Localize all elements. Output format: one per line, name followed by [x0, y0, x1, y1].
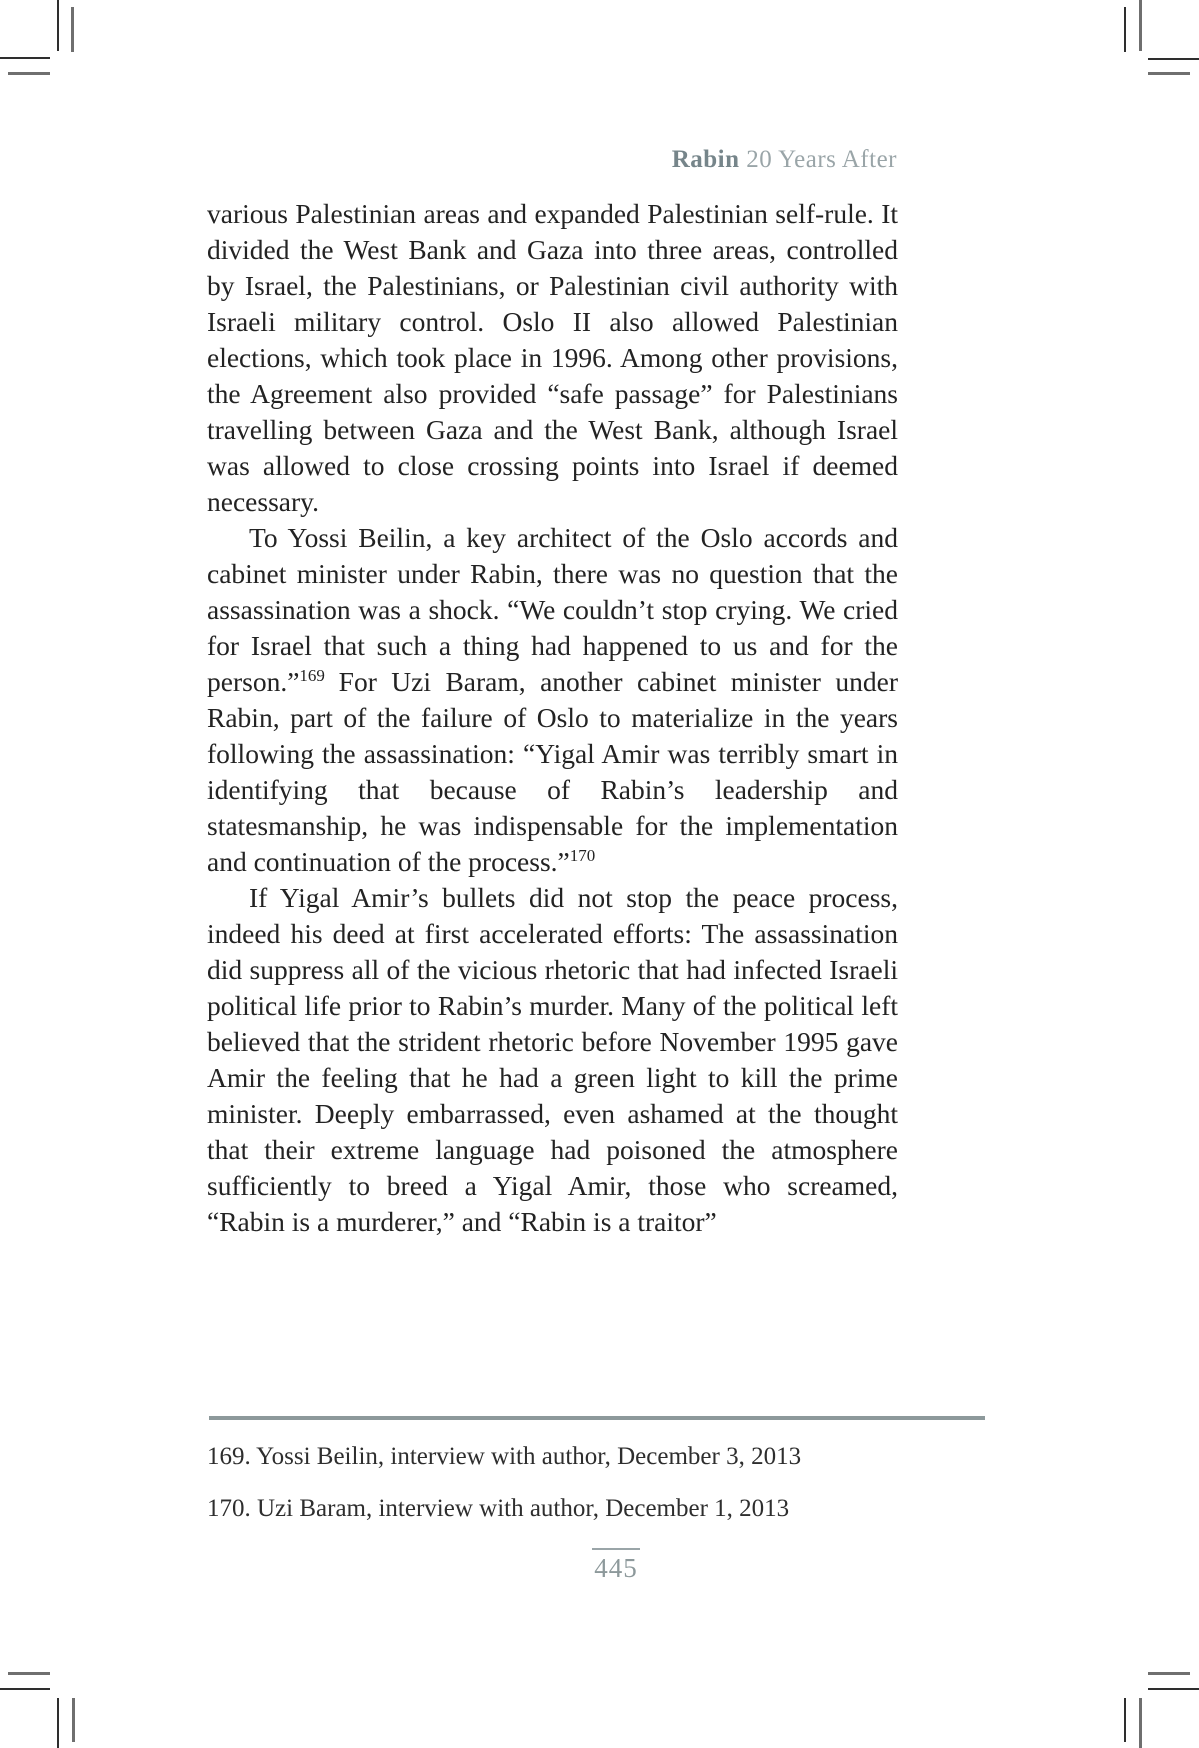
- footnote-item: 170. Uzi Baram, interview with author, December 1, 2013: [207, 1495, 790, 1522]
- body-paragraph: various Palestinian areas and expanded Palestinian self-rule. It divided the West Bank and Gaza into three areas, controlled by Israel, the Palestinians, or Palestinian civil authority with Israeli military control. Oslo II also allowed Palestinian elections, which took place in 1996. Among other provisions, the Agreement also provided “safe passage” for Palestinians travelling between Gaza and the West Bank, although Israel was allowed to close crossing points into Israel if deemed necessary.: [207, 198, 898, 517]
- crop-mark-bottom-left-vertical-1: [57, 1698, 59, 1748]
- crop-mark-top-right-horizontal-1: [1148, 58, 1199, 60]
- crop-mark-bottom-right-horizontal-1: [1148, 1672, 1190, 1675]
- footnote-reference: 169: [299, 666, 325, 685]
- crop-mark-top-left-horizontal-1: [0, 57, 50, 59]
- crop-mark-top-right-vertical-2: [1139, 0, 1142, 51]
- footnote-reference: 170: [569, 846, 596, 865]
- folio-rule: [592, 1548, 640, 1550]
- folio: [586, 1548, 646, 1584]
- crop-mark-top-left-horizontal-2: [8, 72, 50, 75]
- running-header-book-title: Rabin: [671, 146, 740, 173]
- crop-mark-top-left-vertical-2: [71, 7, 74, 52]
- running-header: [207, 146, 897, 174]
- crop-mark-bottom-left-horizontal-1: [8, 1672, 50, 1675]
- body-text-column: [207, 196, 898, 1240]
- body-paragraph: If Yigal Amir’s bullets did not stop the peace process, indeed his deed at first accelerated efforts: The assassination did suppress all of the vicious rhetoric that had infected Israeli political life prior to Rabin’s murder. Many of the political left believed that the strident rhetoric before November 1995 gave Amir the feeling that he had a green light to kill the prime minister. Deeply embarrassed, even ashamed at the thought that their extreme language had poisoned the atmosphere sufficiently to breed a Yigal Amir, those who screamed, “Rabin is a murderer,” and “Rabin is a traitor”: [207, 882, 898, 1237]
- crop-mark-top-right-horizontal-2: [1148, 72, 1190, 75]
- page-number: 445: [594, 1553, 638, 1583]
- crop-mark-top-right-vertical-1: [1124, 7, 1126, 52]
- running-header-subtitle: 20 Years After: [739, 146, 897, 173]
- footnote-separator-rule: [209, 1416, 985, 1420]
- footnote-list: [207, 1442, 927, 1546]
- crop-mark-bottom-left-horizontal-2: [0, 1688, 50, 1690]
- crop-mark-bottom-left-vertical-2: [72, 1698, 75, 1742]
- footnote-item: 169. Yossi Beilin, interview with author, December 3, 2013: [207, 1443, 802, 1470]
- crop-mark-bottom-right-vertical-2: [1139, 1698, 1142, 1748]
- crop-mark-top-left-vertical-1: [57, 0, 59, 51]
- crop-mark-bottom-right-horizontal-2: [1148, 1688, 1199, 1690]
- crop-mark-bottom-right-vertical-1: [1124, 1698, 1126, 1742]
- body-paragraph: To Yossi Beilin, a key architect of the Oslo accords and cabinet minister under Rabin, there was no question that the assassination was a shock. “We couldn’t stop crying. We cried for Israel that such a thing had happened to us and for the person.”$^{169}$ For Uzi Baram, another cabinet minister under Rabin, part of the failure of Oslo to materialize in the years following the assassination: “Yigal Amir was terribly smart in identifying that because of Rabin’s leadership and statesmanship, he was indispensable for the implementation and continuation of the process.”$^{170}$: [207, 522, 898, 877]
